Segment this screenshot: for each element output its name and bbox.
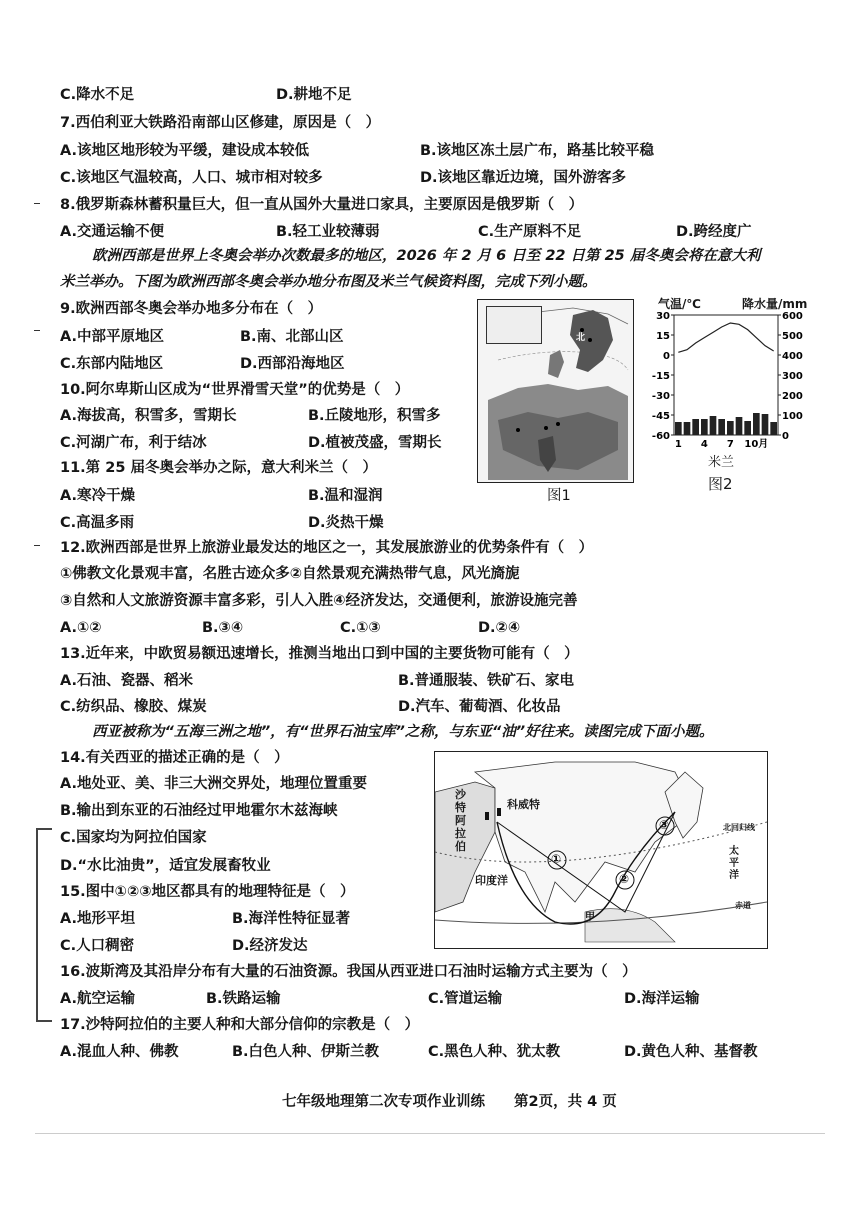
precip-bar: [736, 417, 743, 435]
precip-bar: [762, 414, 769, 435]
text-footer: 七年级地理第二次专项作业训练 第2页，共 4 页: [282, 1094, 617, 1110]
label-tropic-north: 北回归线: [723, 823, 755, 832]
text-q11a: A.寒冷干燥: [60, 488, 135, 504]
text-q12d: D.②④: [478, 620, 521, 636]
x-tick-label: 1: [674, 439, 682, 450]
text-q7d: D.该地区靠近边境，国外游客多: [420, 170, 627, 186]
text-q15: 15.图中①②③地区都具有的地理特征是（ ）: [60, 884, 355, 900]
text-q14a: A.地处亚、美、非三大洲交界处，地理位置重要: [60, 776, 367, 792]
text-q8: 8.俄罗斯森林蓄积量巨大，但一直从国外大量进口家具，主要原因是俄罗斯（ ）: [60, 197, 584, 213]
right-tick-label: 300: [782, 371, 803, 382]
label-region-1: ①: [551, 852, 562, 866]
text-q11b: B.温和湿润: [308, 488, 383, 504]
left-tick-label: 15: [656, 331, 670, 342]
text-q17b: B.白色人种、伊斯兰教: [232, 1044, 380, 1060]
text-q12o2: ③自然和人文旅游资源丰富多彩，引人入胜④经济发达，交通便利，旅游设施完善: [60, 593, 578, 609]
climate-chart: [650, 299, 820, 495]
text-stem1a: 欧洲西部是世界上冬奥会举办次数最多的地区，2026 年 2 月 6 日至 22 日第 25 届冬奥会将在意大利: [92, 248, 761, 264]
text-q12a: A.①②: [60, 620, 102, 636]
text-q6c: C.降水不足: [60, 87, 135, 103]
text-q13b: B.普通服装、铁矿石、家电: [398, 673, 575, 689]
margin-mark: [34, 203, 40, 204]
label-region-2: ②: [619, 872, 630, 886]
text-q6d: D.耕地不足: [276, 87, 352, 103]
text-stem1b: 米兰举办。下图为欧洲西部冬奥会举办地分布图及米兰气候资料图，完成下列小题。: [60, 274, 597, 290]
text-q12o1: ①佛教文化景观丰富，名胜古迹众多②自然景观充满热带气息，风光旖旎: [60, 566, 520, 582]
margin-mark: [34, 330, 40, 331]
text-q9a: A.中部平原地区: [60, 329, 164, 345]
page-bottom-rule: [35, 1133, 825, 1134]
precip-bar: [692, 419, 699, 435]
text-q14d: D.“水比油贵”，适宜发展畜牧业: [60, 858, 271, 874]
left-tick-label: -60: [651, 431, 670, 442]
oil-route-map: [434, 751, 768, 949]
right-tick-label: 500: [782, 331, 803, 342]
text-q15b: B.海洋性特征显著: [232, 911, 351, 927]
precip-bar: [684, 422, 691, 435]
text-q12: 12.欧洲西部是世界上旅游业最发达的地区之一，其发展旅游业的优势条件有（ ）: [60, 540, 594, 556]
text-q10b: B.丘陵地形，积雪多: [308, 408, 441, 424]
text-q16b: B.铁路运输: [206, 991, 281, 1007]
text-q16d: D.海洋运输: [624, 991, 700, 1007]
text-q10d: D.植被茂盛，雪期长: [308, 435, 442, 451]
x-tick-label: 10月: [744, 439, 769, 450]
text-q8a: A.交通运输不便: [60, 224, 164, 240]
label-jia: 甲: [585, 912, 595, 923]
text-q11c: C.高温多雨: [60, 515, 135, 531]
text-q13: 13.近年来，中欧贸易额迅速增长，推测当地出口到中国的主要货物可能有（ ）: [60, 646, 579, 662]
label-saudi: 沙特阿拉伯: [455, 788, 466, 853]
precip-bar: [675, 422, 682, 435]
text-q10: 10.阿尔卑斯山区成为“世界滑雪天堂”的优势是（ ）: [60, 382, 410, 398]
text-q14c: C.国家均为阿拉伯国家: [60, 830, 207, 846]
figure2-caption: 图2: [708, 475, 733, 493]
text-q9: 9.欧洲西部冬奥会举办地多分布在（ ）: [60, 301, 323, 317]
margin-bracket: [36, 828, 52, 1022]
right-tick-label: 400: [782, 351, 803, 362]
right-tick-label: 100: [782, 411, 803, 422]
label-region-3: ③: [659, 818, 670, 832]
text-q11d: D.炎热干燥: [308, 515, 384, 531]
text-q7c: C.该地区气温较高，人口、城市相对较多: [60, 170, 323, 186]
left-axis-title: 气温/℃: [658, 297, 701, 311]
x-tick-label: 4: [700, 439, 708, 450]
text-q7a: A.该地区地形较为平缓，建设成本较低: [60, 143, 309, 159]
text-q14: 14.有关西亚的描述正确的是（ ）: [60, 750, 289, 766]
text-q14b: B.输出到东亚的石油经过甲地霍尔木兹海峡: [60, 803, 338, 819]
text-q15a: A.地形平坦: [60, 911, 135, 927]
text-q15d: D.经济发达: [232, 938, 308, 954]
europe-map-figure: [477, 299, 634, 483]
precip-bar: [701, 419, 708, 435]
label-equator: 赤道: [735, 901, 751, 910]
text-q7b: B.该地区冻土层广布，路基比较平稳: [420, 143, 655, 159]
text-q16c: C.管道运输: [428, 991, 503, 1007]
text-q17d: D.黄色人种、基督教: [624, 1044, 758, 1060]
text-q17: 17.沙特阿拉伯的主要人种和大部分信仰的宗教是（ ）: [60, 1017, 420, 1033]
x-tick-label: 7: [726, 439, 734, 450]
text-q12b: B.③④: [202, 620, 244, 636]
precip-bar: [744, 421, 751, 435]
text-q11: 11.第 25 届冬奥会举办之际，意大利米兰（ ）: [60, 460, 377, 476]
climate-chart-svg: [650, 311, 820, 461]
sea-label-north: 北: [576, 333, 586, 343]
text-q10a: A.海拔高，积雪多，雪期长: [60, 408, 237, 424]
left-tick-label: -15: [651, 371, 670, 382]
precip-bar: [718, 419, 725, 435]
text-q12c: C.①③: [340, 620, 381, 636]
text-q9b: B.南、北部山区: [240, 329, 344, 345]
text-q9d: D.西部沿海地区: [240, 356, 345, 372]
text-q15c: C.人口稠密: [60, 938, 135, 954]
left-tick-label: -45: [651, 411, 670, 422]
text-q13d: D.汽车、葡萄酒、化妆品: [398, 699, 561, 715]
right-axis-title: 降水量/mm: [742, 297, 808, 311]
label-indian-ocean: 印度洋: [475, 874, 508, 887]
text-q16a: A.航空运输: [60, 991, 135, 1007]
right-tick-label: 600: [782, 311, 803, 322]
precip-bar: [710, 416, 717, 435]
text-q16: 16.波斯湾及其沿岸分布有大量的石油资源。我国从西亚进口石油时运输方式主要为（ ）: [60, 964, 637, 980]
text-q8d: D.跨经度广: [676, 224, 752, 240]
precip-bar: [727, 421, 734, 435]
margin-mark: [34, 545, 40, 546]
label-pacific: 太平洋: [729, 846, 739, 881]
label-kuwait: 科威特: [507, 798, 540, 811]
text-q10c: C.河湖广布，利于结冰: [60, 435, 207, 451]
text-q8c: C.生产原料不足: [478, 224, 582, 240]
right-tick-label: 200: [782, 391, 803, 402]
oil-route-svg: [435, 752, 767, 948]
text-q8b: B.轻工业较薄弱: [276, 224, 380, 240]
right-tick-label: 0: [782, 431, 789, 442]
left-tick-label: -30: [651, 391, 670, 402]
text-q13c: C.纺织品、橡胶、煤炭: [60, 699, 207, 715]
left-tick-label: 0: [663, 351, 670, 362]
text-q7: 7.西伯利亚大铁路沿南部山区修建，原因是（ ）: [60, 115, 381, 131]
text-q9c: C.东部内陆地区: [60, 356, 164, 372]
text-q13a: A.石油、瓷器、稻米: [60, 673, 193, 689]
temperature-line: [678, 323, 773, 352]
city-label: 米兰: [708, 455, 735, 470]
precip-bar: [753, 413, 760, 435]
text-stem2: 西亚被称为“五海三洲之地”，有“世界石油宝库”之称，与东亚“油”好往来。读图完成下面小题。: [92, 724, 714, 740]
map-legend: [486, 306, 542, 344]
figure1-caption: 图1: [547, 488, 571, 504]
text-q17c: C.黑色人种、犹太教: [428, 1044, 561, 1060]
text-q17a: A.混血人种、佛教: [60, 1044, 179, 1060]
precip-bar: [770, 422, 777, 435]
left-tick-label: 30: [656, 311, 670, 322]
